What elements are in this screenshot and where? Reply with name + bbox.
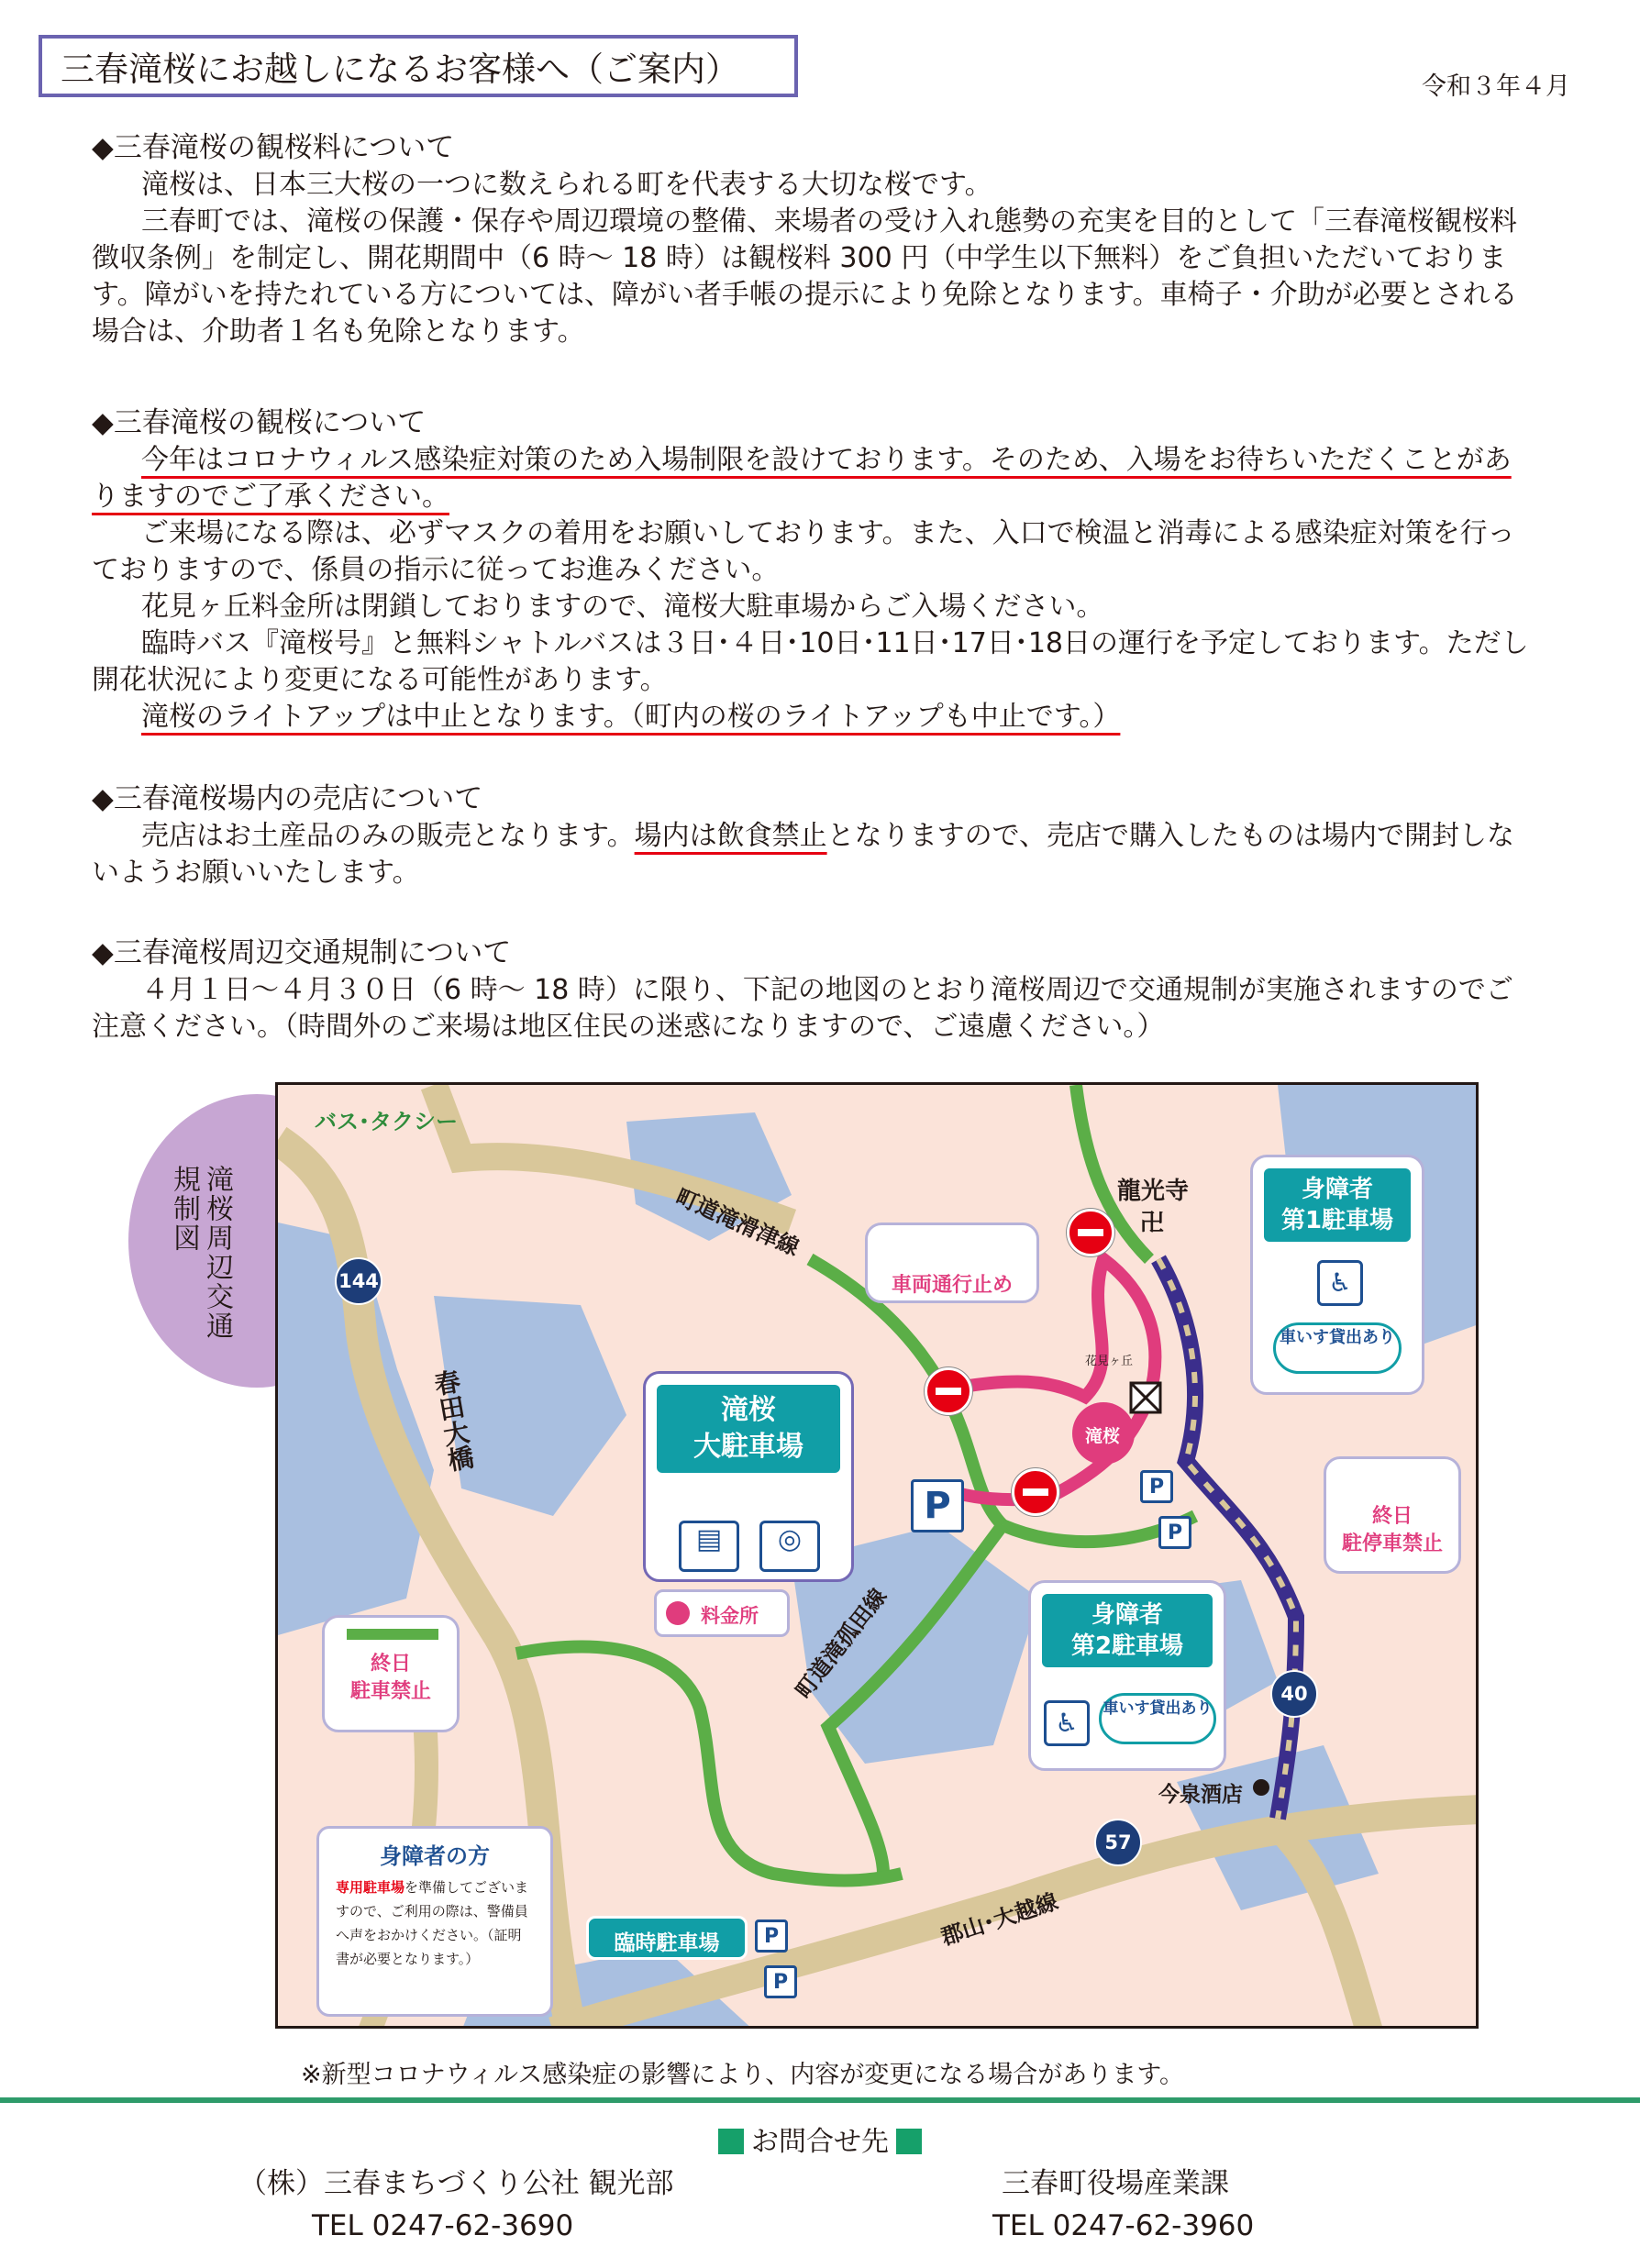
- section-paragraph: 三春町では、滝桜の保護・保存や周辺環境の整備、来場者の受け入れ態勢の充実を目的として「三春滝桜観桜料徴収条例」を制定し、開花期間中（6 時～ 18 時）は観桜料 300 円（中学生以下無料）をご負担いただいております。障がいを持たれている方については、障がい者手帳の提示により免除となります。車椅子・介助が必要とされる場合は、介助者１名も免除となります。: [92, 205, 1518, 348]
- issue-date: 令和３年４月: [1422, 72, 1570, 101]
- toll-booth-box: [654, 1589, 790, 1637]
- main-parking-callout: [643, 1371, 854, 1582]
- section-traffic: [92, 934, 1532, 1045]
- wheelchair-icon: ♿: [1317, 1260, 1363, 1306]
- temporary-parking-label: 臨時駐車場: [586, 1916, 748, 1960]
- footnote: ※新型コロナウィルス感染症の影響により、内容が変更になる場合があります。: [301, 2061, 1185, 2089]
- section-heading: ◆三春滝桜場内の売店について: [92, 782, 483, 815]
- section-paragraph: 花見ヶ丘料金所は閉鎖しておりますので、滝桜大駐車場からご入場ください。: [141, 591, 1104, 623]
- notice-no-eating: 場内は飲食禁止: [634, 820, 827, 852]
- notice-entry-restriction: 今年はコロナウィルス感染症対策のため入場制限を設けております。そのため、入場をお待ちいただくことがありますのでご了承ください。: [92, 444, 1512, 513]
- legend-no-entry: [865, 1223, 1039, 1303]
- notice-lightup-cancel: 滝桜のライトアップは中止となります。（町内の桜のライトアップも中止です。）: [141, 701, 1121, 733]
- main-parking-title: 滝桜 大駐車場: [657, 1385, 840, 1473]
- section-fee: [92, 128, 1532, 350]
- no-parking-label: 終日 駐車禁止: [349, 1653, 431, 1703]
- no-stopping-callout: [1324, 1456, 1461, 1574]
- contact-left: [238, 2163, 674, 2247]
- green-square-icon: [718, 2129, 744, 2154]
- wheelchair-rental-badge: 車いす貸出あり: [1099, 1693, 1216, 1744]
- sakura-label: 滝桜: [1085, 1426, 1121, 1446]
- imaizumi-dot: [1253, 1779, 1269, 1796]
- no-stopping-label: 終日 駐停車禁止: [1341, 1505, 1443, 1555]
- legend-no-entry-label: 車両通行止め: [891, 1274, 1013, 1297]
- main-parking-p-icon: P: [911, 1479, 964, 1532]
- bus-icon: ▤: [679, 1521, 739, 1572]
- section-heading: ◆三春滝桜の観桜について: [92, 406, 427, 439]
- road-label-takikoda: 町道滝孤田線: [790, 1583, 892, 1704]
- no-entry-icon: [1067, 1209, 1114, 1256]
- parking-icon: P: [764, 1965, 797, 1998]
- disabled-info-text: 専用駐車場を準備してございますので、ご利用の際は、警備員へ声をおかけください。（証明書が必要となります。）: [336, 1879, 529, 1967]
- legend-green-bar: [347, 1629, 438, 1640]
- section-heading: ◆三春滝桜の観桜料について: [92, 131, 455, 164]
- toll-booth-label: 料金所: [701, 1605, 759, 1627]
- parking-icon: P: [1140, 1470, 1173, 1503]
- contact-right: [992, 2163, 1254, 2247]
- parking-icon: P: [755, 1920, 788, 1953]
- no-entry-icon: [1012, 1468, 1059, 1516]
- parking-icon: P: [1158, 1516, 1191, 1549]
- motorcycle-icon: ◎: [759, 1521, 820, 1572]
- contact-right-org: 三春町役場産業課: [1002, 2167, 1229, 2200]
- green-square-icon: [896, 2129, 922, 2154]
- temple-mark: 卍: [1140, 1210, 1165, 1237]
- route-shield-144: 144: [335, 1257, 382, 1305]
- wheelchair-rental-badge: 車いす貸出あり: [1273, 1322, 1402, 1374]
- page-title-box: [39, 35, 798, 97]
- section-paragraph: 売店はお土産品のみの販売となります。場内は飲食禁止となりますので、売店で購入したものは場内で開封しないようお願いいたします。: [92, 820, 1515, 889]
- imaizumi-label: 今泉酒店: [1158, 1783, 1243, 1807]
- no-entry-icon: [925, 1367, 972, 1415]
- section-paragraph: 滝桜は、日本三大桜の一つに数えられる町を代表する大切な桜です。: [141, 169, 992, 201]
- sakura-icon: [666, 1601, 690, 1625]
- route-shield-40: 40: [1270, 1670, 1318, 1718]
- section-heading: ◆三春滝桜周辺交通規制について: [92, 936, 512, 969]
- bus-taxi-label: バス･タクシー: [315, 1109, 458, 1134]
- disabled-parking-1-title: 身障者 第1駐車場: [1264, 1168, 1411, 1242]
- section-viewing: [92, 404, 1532, 736]
- section-shop: [92, 780, 1532, 891]
- map-side-label: 滝桜周辺交通規制図: [168, 1165, 233, 1341]
- disabled-info-box: [316, 1826, 553, 2017]
- disabled-parking-2-callout: [1028, 1580, 1226, 1771]
- disabled-info-title: 身障者の方: [380, 1843, 490, 1869]
- no-parking-callout: [322, 1615, 460, 1732]
- temple-label: 龍光寺: [1117, 1178, 1190, 1205]
- road-label-koriyama: 郡山･大越線: [937, 1888, 1061, 1951]
- hanamigaoka-label: 花見ヶ丘: [1085, 1355, 1134, 1368]
- disabled-parking-2-title: 身障者 第2駐車場: [1042, 1594, 1213, 1667]
- contact-left-org: （株）三春まちづくり公社 観光部: [238, 2167, 674, 2200]
- footer-divider: [0, 2097, 1640, 2103]
- section-paragraph: 臨時バス『滝桜号』と無料シャトルバスは３日･４日･10日･11日･17日･18日の運行を予定しております。ただし開花状況により変更になる可能性があります。: [92, 627, 1529, 696]
- wheelchair-icon: ♿: [1044, 1700, 1090, 1746]
- page-title: 三春滝桜にお越しになるお客様へ（ご案内）: [61, 50, 739, 89]
- section-paragraph: ご来場になる際は、必ずマスクの着用をお願いしております。また、入口で検温と消毒による感染症対策を行っておりますので、係員の指示に従ってお進みください。: [92, 517, 1515, 586]
- section-paragraph: ４月１日～４月３０日（6 時～ 18 時）に限り、下記の地図のとおり滝桜周辺で交通規制が実施されますのでご注意ください。（時間外のご来場は地区住民の迷惑になりますので、ご遠慮ください。）: [92, 974, 1513, 1043]
- bridge-label: 春田大橋: [428, 1366, 477, 1474]
- traffic-map: [275, 1082, 1479, 2029]
- contact-title: お問合せ先: [0, 2119, 1640, 2159]
- contact-right-tel: TEL 0247-62-3960: [992, 2209, 1255, 2242]
- route-shield-57: 57: [1094, 1819, 1142, 1866]
- contact-left-tel: TEL 0247-62-3690: [312, 2209, 574, 2242]
- road-label-takino: 町道滝滑津線: [671, 1183, 803, 1261]
- disabled-parking-1-callout: [1250, 1155, 1424, 1395]
